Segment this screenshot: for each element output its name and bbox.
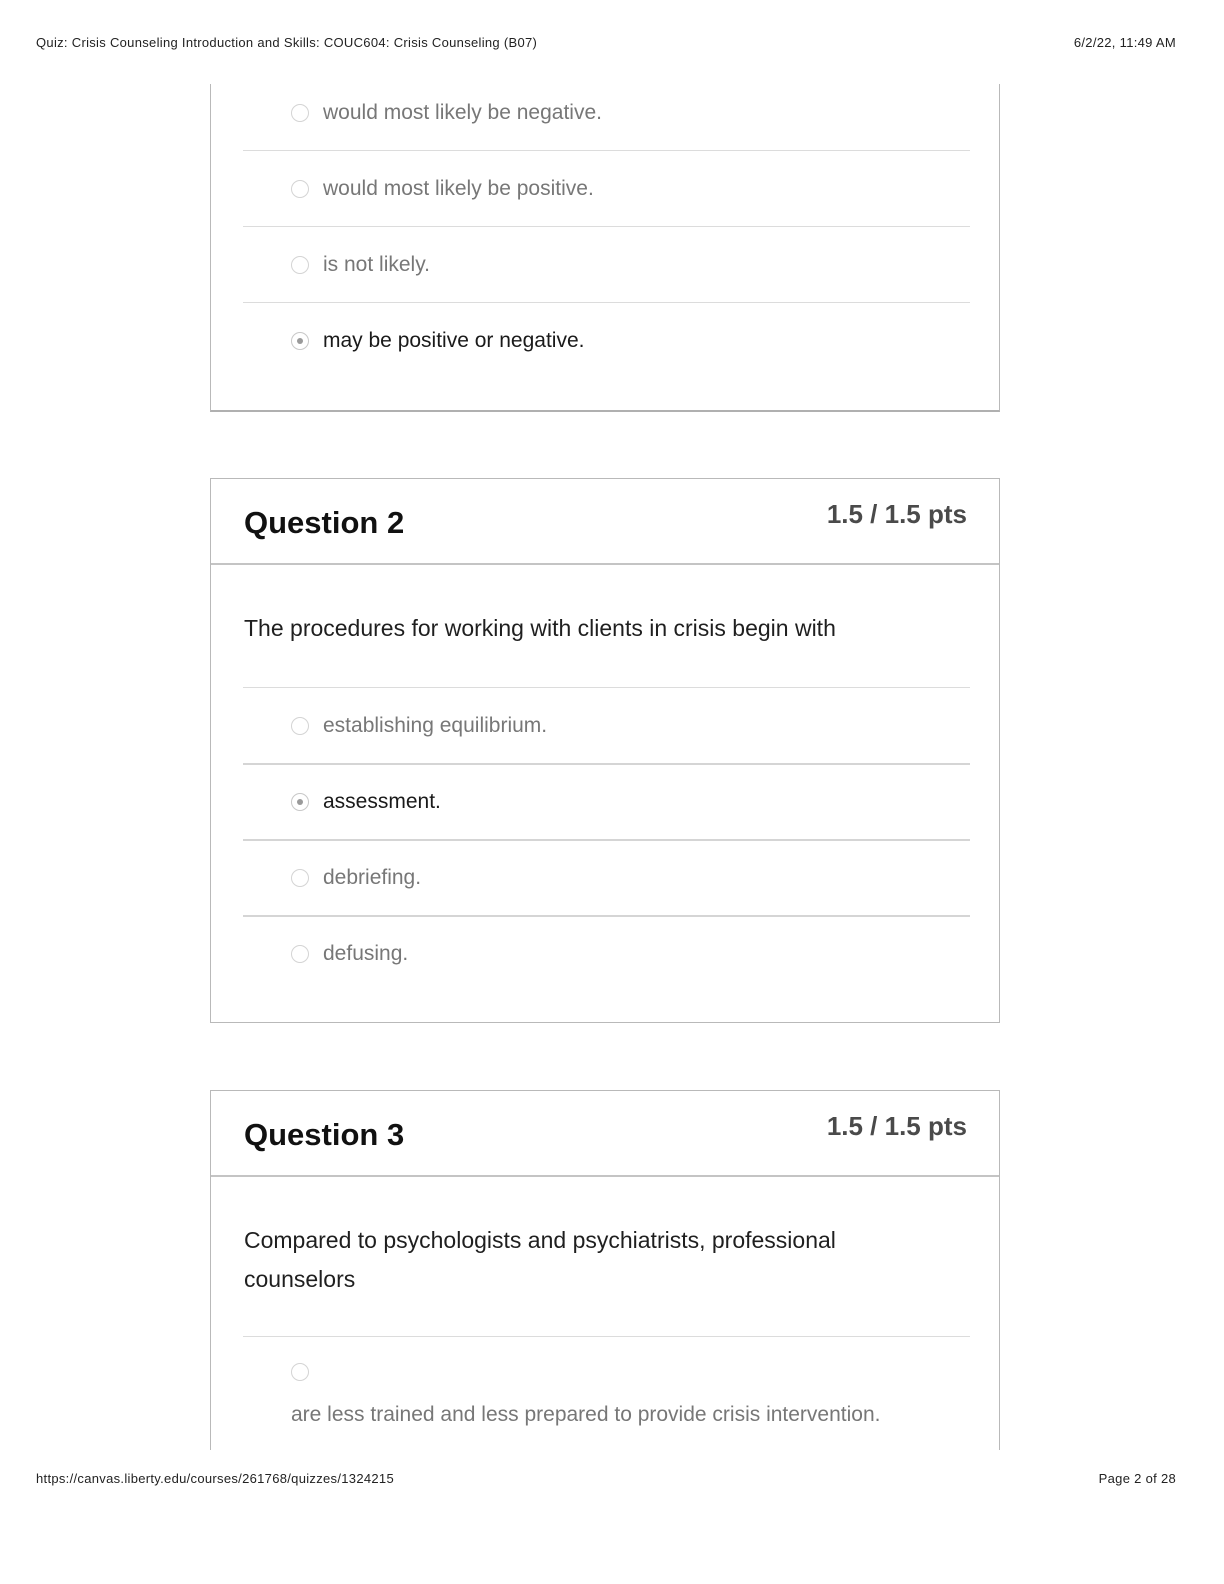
print-footer-page: Page 2 of 28: [1098, 1471, 1176, 1486]
answer-label: debriefing.: [323, 866, 422, 889]
print-header: [36, 35, 1176, 50]
question-3-card: [210, 1090, 1000, 1450]
question-points: 1.5 / 1.5 pts: [826, 1111, 967, 1141]
answer-option[interactable]: [291, 1363, 880, 1427]
radio-checked-icon[interactable]: [291, 332, 309, 350]
answer-label: defusing.: [323, 942, 409, 965]
divider: [243, 915, 970, 917]
divider: [243, 226, 970, 227]
answer-label: assessment.: [323, 790, 441, 813]
question-text-line: Compared to psychologists and psychiatrists, professional: [244, 1227, 836, 1253]
question-text: [244, 1221, 939, 1299]
question-header: [211, 1091, 999, 1177]
answer-label: would most likely be negative.: [323, 101, 602, 124]
divider: [243, 763, 970, 765]
answer-label: are less trained and less prepared to provide crisis intervention.: [291, 1403, 881, 1426]
answer-label: establishing equilibrium.: [323, 714, 548, 737]
divider: [243, 150, 970, 151]
answer-option[interactable]: [291, 174, 594, 204]
question-1-card: [210, 84, 1000, 412]
question-2-card: [210, 478, 1000, 1023]
answer-label: may be positive or negative.: [323, 329, 585, 352]
answer-option[interactable]: [291, 250, 430, 280]
divider: [243, 1336, 970, 1337]
radio-icon[interactable]: [291, 256, 309, 274]
answer-option[interactable]: [291, 863, 421, 893]
question-title: Question 2: [244, 505, 405, 540]
answer-label: would most likely be positive.: [323, 177, 594, 200]
answer-option-selected[interactable]: [291, 326, 584, 356]
radio-icon[interactable]: [291, 869, 309, 887]
question-title: Question 3: [244, 1117, 405, 1152]
print-header-title: Quiz: Crisis Counseling Introduction and Skills: COUC604: Crisis Counseling (B07): [36, 35, 538, 50]
question-header: [211, 479, 999, 565]
answer-option[interactable]: [291, 939, 408, 969]
answer-label: is not likely.: [323, 253, 430, 276]
divider: [243, 687, 970, 688]
answer-option[interactable]: [291, 711, 547, 741]
radio-checked-icon[interactable]: [291, 793, 309, 811]
question-text-line: counselors: [244, 1266, 356, 1292]
print-footer-url: https://canvas.liberty.edu/courses/261768/quizzes/1324215: [36, 1471, 394, 1486]
radio-icon[interactable]: [291, 945, 309, 963]
answer-option[interactable]: [291, 98, 602, 128]
divider: [243, 839, 970, 841]
radio-icon[interactable]: [291, 104, 309, 122]
divider: [243, 302, 970, 303]
radio-icon[interactable]: [291, 1363, 309, 1381]
radio-icon[interactable]: [291, 717, 309, 735]
question-text: The procedures for working with clients in crisis begin with: [244, 615, 836, 641]
answer-option-selected[interactable]: [291, 787, 441, 817]
radio-icon[interactable]: [291, 180, 309, 198]
print-header-datetime: 6/2/22, 11:49 AM: [1073, 35, 1176, 50]
question-points: 1.5 / 1.5 pts: [826, 499, 967, 529]
print-footer: [36, 1471, 1176, 1486]
